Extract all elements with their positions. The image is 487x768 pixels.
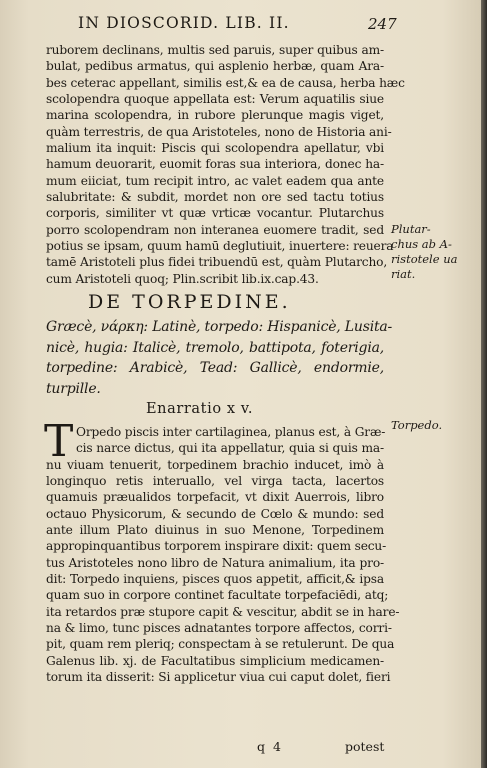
margin-note-line: chus ab A- [391,237,452,251]
catchword: potest [345,739,385,754]
text-line: salubritate: & subdit, mordet non ore sed tactu totius [46,190,384,205]
names-line: torpedine: Arabicè, Tead: Gallicè, endormie, [46,360,384,376]
text-line: marina scolopendra, in rubore plerunque magis viget, [46,108,384,123]
text-line: dit: Torpedo inquiens, pisces quos appetit, afficit,& ipsa [46,572,384,587]
text-line: scolopendra quoque appellata est: Verum aquatilis siue [46,92,384,107]
text-line: bes ceterac appellant, similis est,& ea de causa, herba hæc [46,75,405,90]
text-line: torum ita disserit: Si applicetur viua cui caput dolet, fieri [46,670,391,685]
margin-note-plutarchus [391,222,471,282]
text-line: tamē Aristoteli plus fidei tribuendū est, quàm Plutarcho, [46,255,388,270]
text-line: Orpedo piscis inter cartilaginea, planus est, à Græ- [76,425,386,439]
text-line: cis narce dictus, qui ita appellatur, quia si quis ma- [76,441,384,456]
names-line: turpille. [46,380,101,397]
text-line: hamum deuorarit, euomit foras sua interiora, donec ha- [46,157,384,172]
drop-capital: T [44,416,74,467]
text-line: potius se ipsam, quum hamū deglutiuit, inuertere: reuera [46,239,394,254]
text-line: na & limo, tunc pisces adnatantes torpore affectos, corri- [46,621,392,636]
text-line: Galenus lib. xj. de Facultatibus simplicium medicamen- [46,653,384,668]
margin-note-line: Plutar- [391,222,431,236]
text-line: quamuis præualidos torpefacit, vt dixit Auerrois, libro [46,490,384,505]
text-line: quam suo in corpore continet facultate torpefaciēdi, atq; [46,588,389,603]
text-line: nu viuam tenuerit, torpedinem brachio inducet, imò à [46,457,384,472]
text-line: ante illum Plato diuinus in suo Menone, Torpedinem [46,523,384,538]
page-edge [481,0,487,768]
paragraph-torpedo [46,424,400,686]
margin-note-line: riat. [391,267,416,281]
text-line: corporis, similiter vt quæ vrticæ vocantur. Plutarchus [46,206,384,221]
text-line: pit, quam rem pleriq; conspectam à se retulerunt. De qua [46,637,395,652]
names-line: nicè, hugia: Italicè, tremolo, battipota, foterigia, [46,339,384,356]
text-line: bulat, pedibus armatus, qui asplenio herbæ, quam Ara- [46,59,384,74]
section-heading: DE TORPEDINE. [88,291,291,313]
text-line: quàm terrestris, de qua Aristoteles, nono de Historia ani- [46,124,392,139]
text-line: cum Aristoteli quoq; Plin.scribit lib.ix.cap.43. [46,271,319,286]
text-line: malium ita inquit: Piscis qui scolopendra apellatur, vbi [46,141,384,156]
text-line: mum eiiciat, tum recipit intro, ac valet eadem qua ante [46,173,384,188]
text-line: tus Aristoteles nono libro de Natura animalium, ita pro- [46,555,384,570]
page-number: 247 [368,15,397,33]
margin-note-line: ristotele ua [391,252,458,266]
running-head: IN DIOSCORID. LIB. II. [78,14,290,32]
text-line: ruborem declinans, multis sed paruis, super quibus am- [46,43,384,57]
signature-mark: q 4 [257,739,283,754]
text-line: appropinquantibus torporem inspirare dixit: quem secu- [46,539,387,554]
enarratio-heading: Enarratio x v. [146,401,254,417]
names-line: Græcè, νάρκη: Latinè, torpedo: Hispanicè, Lusita- [46,319,393,335]
margin-note-torpedo: Torpedo. [391,418,443,432]
text-line: porro scolopendram non interanea euomere tradit, sed [46,222,384,237]
text-line: longinquo retis interuallo, vel virga tacta, lacertos [46,474,384,489]
text-line: ita retardos præ stupore capit & vescitur, abdit se in hare- [46,604,400,619]
text-line: octauo Physicorum, & secundo de Cœlo & mundo: sed [46,506,384,521]
vernacular-names [46,317,393,399]
